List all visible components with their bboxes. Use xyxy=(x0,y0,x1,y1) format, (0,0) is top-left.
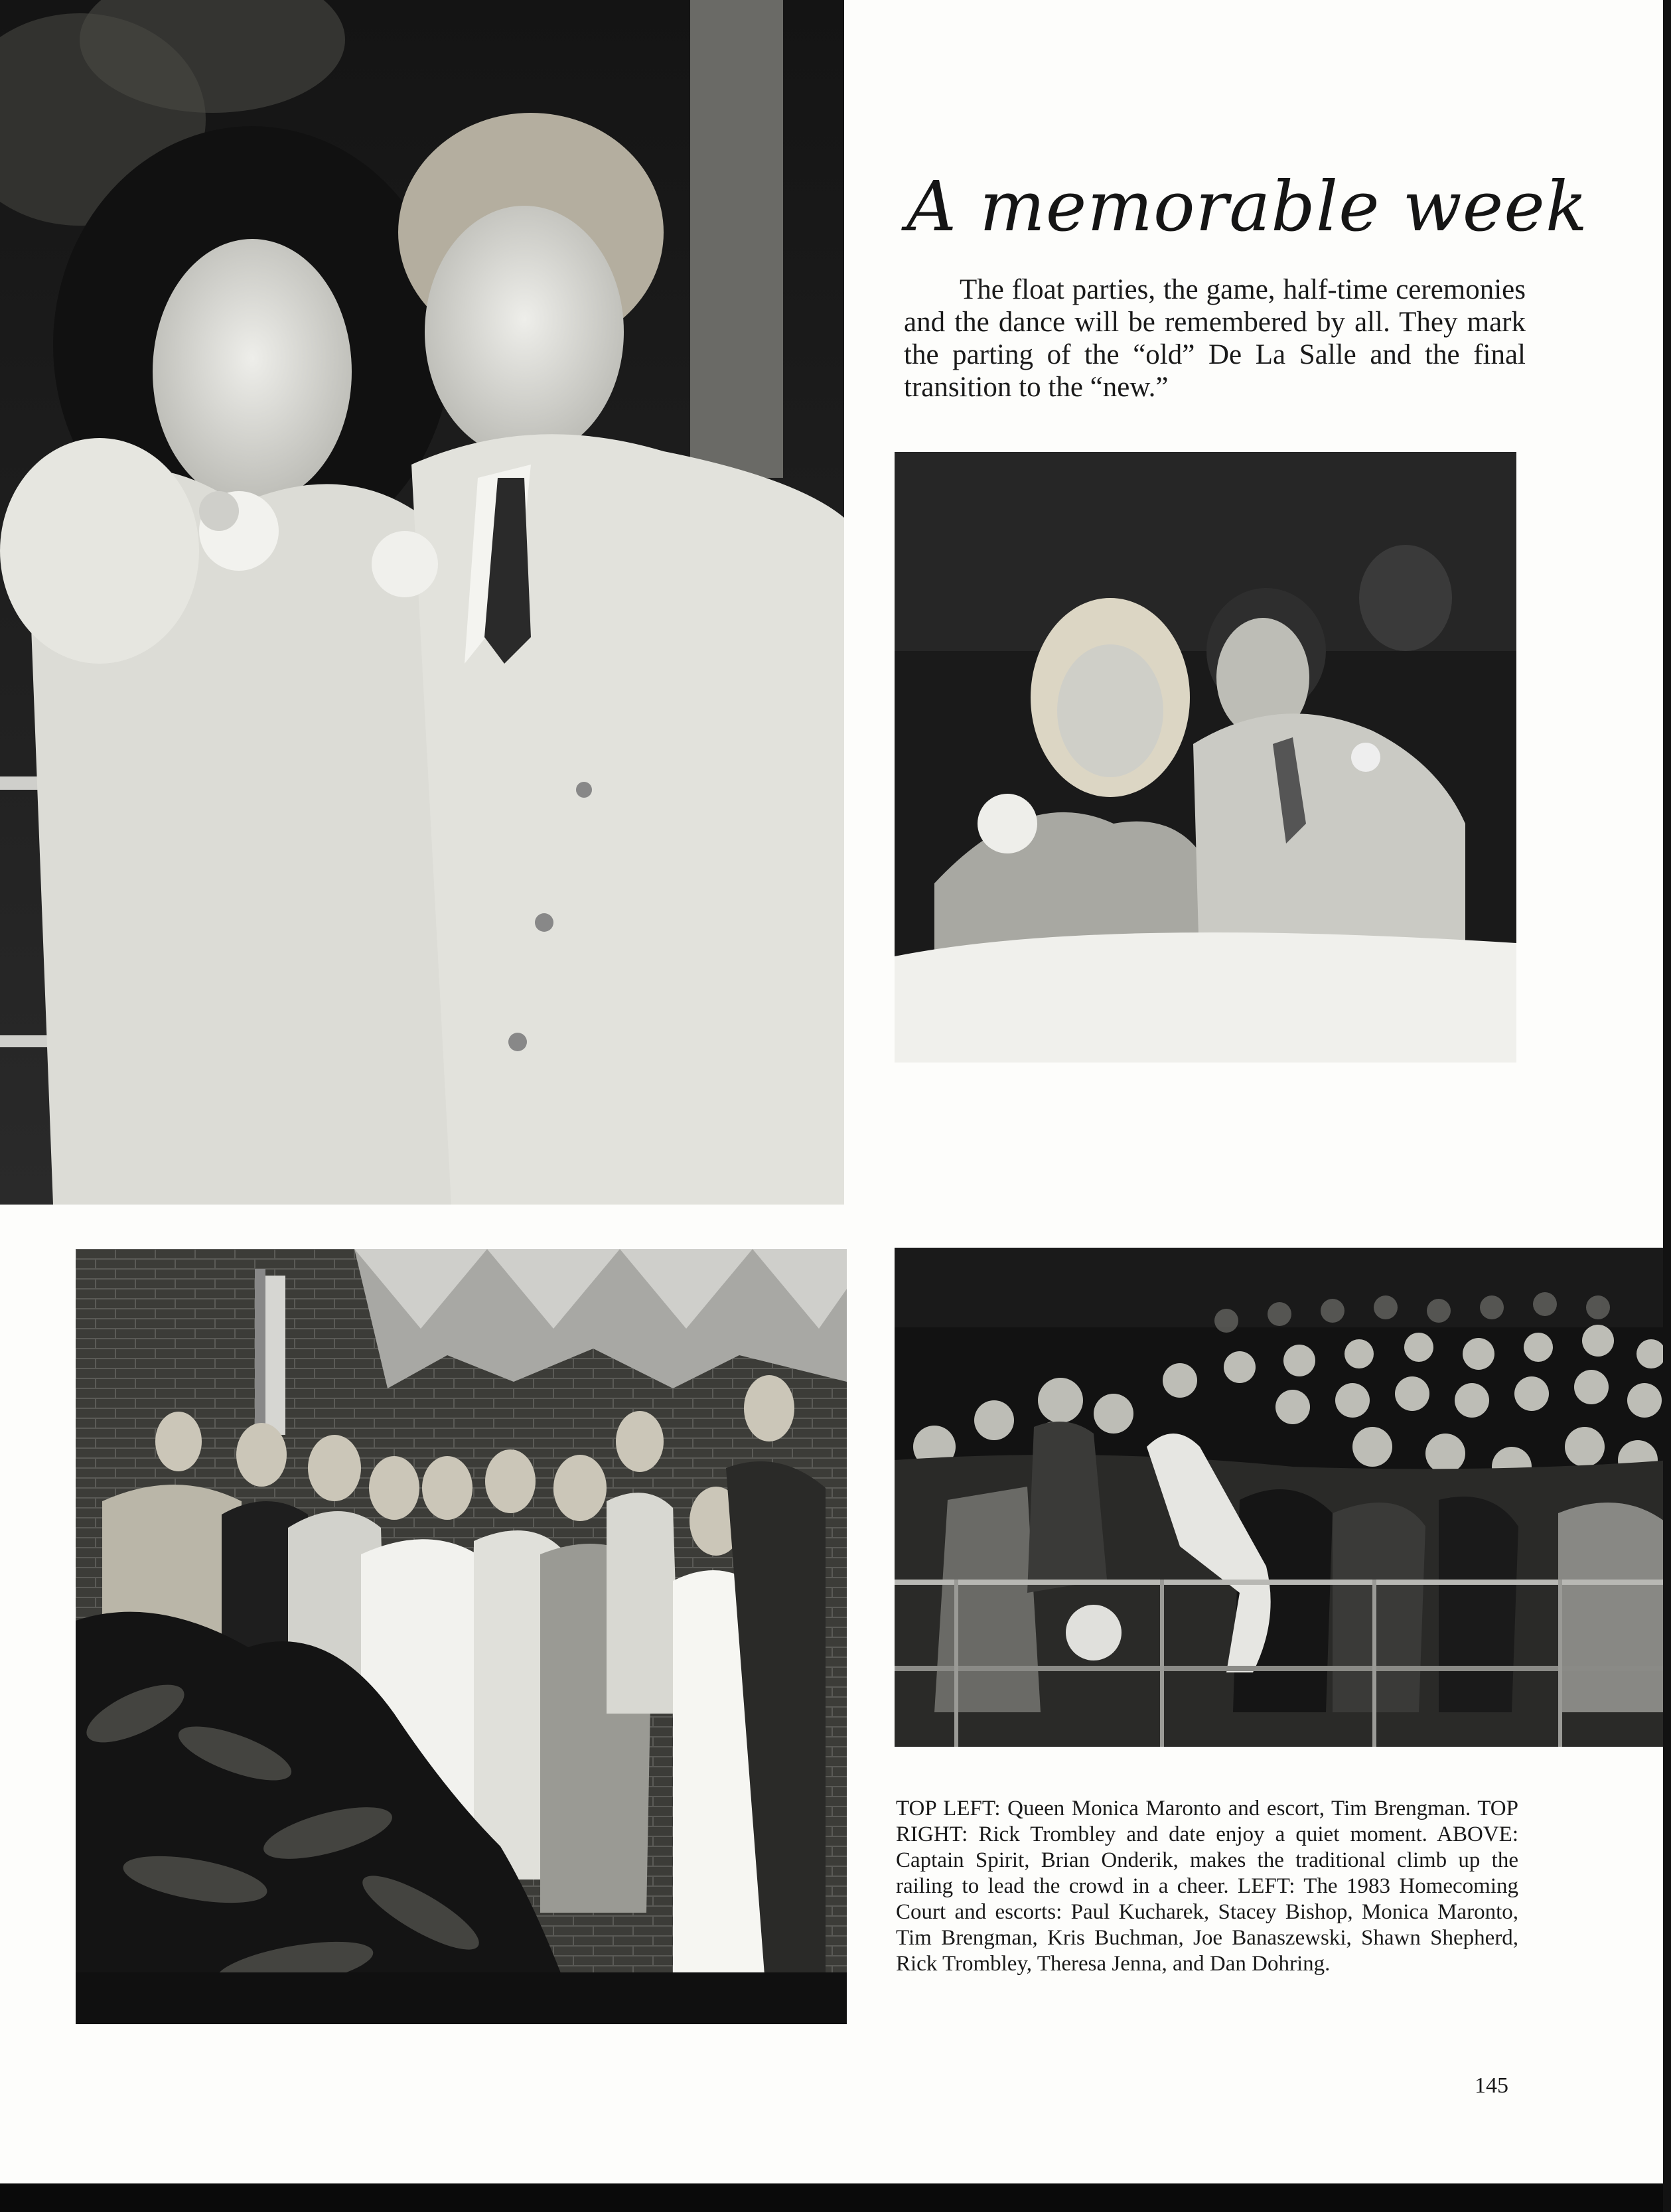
scan-border-bottom xyxy=(0,2183,1671,2212)
photo-captain-spirit-crowd xyxy=(895,1248,1671,1747)
page-title: A memorable week xyxy=(907,166,1588,247)
page-number: 145 xyxy=(1475,2073,1508,2098)
photo-couple-quiet-moment xyxy=(895,452,1516,1063)
scan-border-right xyxy=(1663,0,1671,2212)
photo-homecoming-court xyxy=(76,1249,847,2024)
photo-queen-and-escort xyxy=(0,0,844,1205)
photo-caption: TOP LEFT: Queen Monica Maronto and escort, Tim Brengman. TOP RIGHT: Rick Trombley and date enjoy a quiet moment. ABOVE: Captain Spirit, Brian Onderik, makes the traditional climb up the railing to lead the crowd in a cheer. LEFT: The 1983 Homecoming Court and escorts: Paul Kucharek, Stacey Bishop, Monica Maronto, Tim Brengman, Kris Buchman, Joe Banaszewski, Shawn Shepherd, Rick Trombley, Theresa Jenna, and Dan Dohring. xyxy=(896,1797,1518,1976)
intro-paragraph: The float parties, the game, half-time ceremonies and the dance will be remembered by all. They mark the parting of the “old” De La Salle and the final transition to the “new.” xyxy=(904,274,1526,403)
